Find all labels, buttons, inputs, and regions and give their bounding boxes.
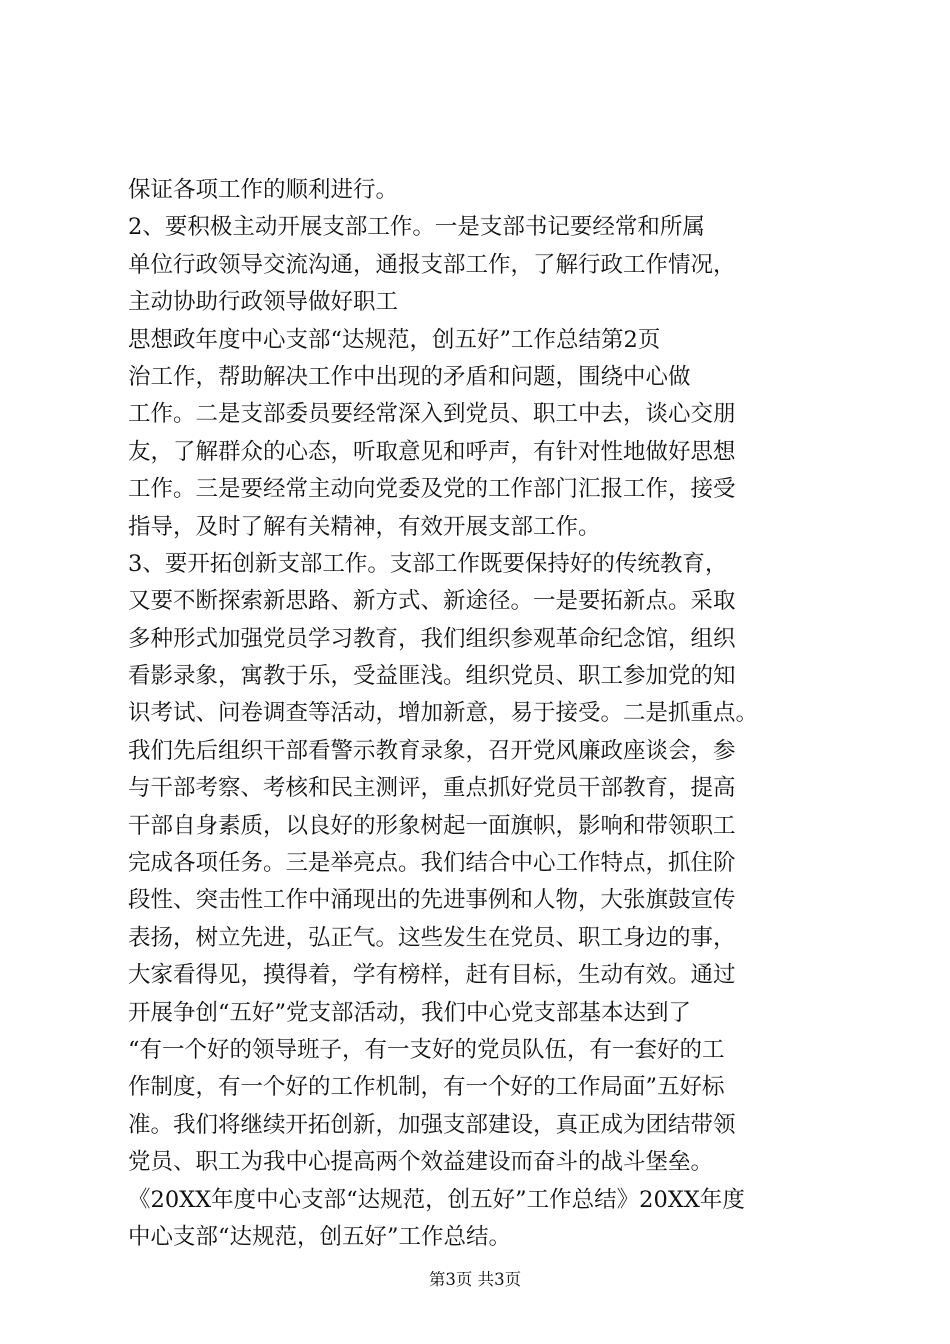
- body-line: 大家看得见，摸得着，学有榜样，赶有目标，生动有效。通过: [128, 962, 736, 989]
- body-line: 中心支部“达规范，创五好”工作总结。: [128, 1223, 512, 1250]
- body-line: 多种形式加强党员学习教育，我们组织参观革命纪念馆，组织: [128, 625, 736, 652]
- body-line: 完成各项任务。三是举亮点。我们结合中心工作特点，抓住阶: [128, 850, 736, 877]
- body-line: 《20XX年度中心支部“达规范，创五好”工作总结》20XX年度: [128, 1186, 745, 1213]
- document-body: [128, 172, 836, 1256]
- body-line: 2、要积极主动开展支部工作。一是支部书记要经常和所属: [128, 214, 705, 241]
- body-line: 又要不断探索新思路、新方式、新途径。一是要拓新点。采取: [128, 588, 736, 615]
- body-line: 思想政年度中心支部“达规范，创五好”工作总结第2页: [128, 326, 661, 353]
- body-line: 保证各项工作的顺利进行。: [128, 177, 399, 203]
- body-line: 党员、职工为我中心提高两个效益建设而奋斗的战斗堡垒。: [128, 1149, 714, 1176]
- body-line: 作制度，有一个好的工作机制，有一个好的工作局面”五好标: [128, 1074, 725, 1101]
- body-line: 看影录象，寓教于乐，受益匪浅。组织党员、职工参加党的知: [128, 663, 736, 690]
- body-line: 单位行政领导交流沟通，通报支部工作，了解行政工作情况，: [128, 251, 736, 278]
- body-line: 友，了解群众的心态，听取意见和呼声，有针对性地做好思想: [128, 438, 736, 465]
- body-line: 主动协助行政领导做好职工: [128, 289, 399, 316]
- body-line: 表扬，树立先进，弘正气。这些发生在党员、职工身边的事，: [128, 924, 736, 951]
- body-line: 治工作，帮助解决工作中出现的矛盾和问题，围绕中心做: [128, 363, 691, 390]
- body-line: 3、要开拓创新支部工作。支部工作既要保持好的传统教育，: [128, 550, 728, 577]
- body-line: 我们先后组织干部看警示教育录象，召开党风廉政座谈会，参: [128, 737, 736, 764]
- body-line: 工作。二是支部委员要经常深入到党员、职工中去，谈心交朋: [128, 401, 736, 428]
- body-line: 工作。三是要经常主动向党委及党的工作部门汇报工作，接受: [128, 476, 736, 503]
- body-line: 识考试、问卷调查等活动，增加新意，易于接受。二是抓重点。: [128, 700, 759, 727]
- body-line: 段性、突击性工作中涌现出的先进事例和人物，大张旗鼓宣传: [128, 887, 736, 914]
- body-line: 准。我们将继续开拓创新，加强支部建设，真正成为团结带领: [128, 1111, 736, 1138]
- body-line: 指导，及时了解有关精神，有效开展支部工作。: [128, 513, 601, 540]
- body-line: “有一个好的领导班子，有一支好的党员队伍，有一套好的工: [128, 1036, 725, 1063]
- page-number-footer: 第3页 共3页: [428, 1270, 522, 1289]
- body-line: 与干部考察、考核和民主测评，重点抓好党员干部教育，提高: [128, 775, 736, 802]
- body-line: 干部自身素质，以良好的形象树起一面旗帜，影响和带领职工: [128, 812, 736, 839]
- body-line: 开展争创“五好”党支部活动，我们中心党支部基本达到了: [128, 999, 692, 1026]
